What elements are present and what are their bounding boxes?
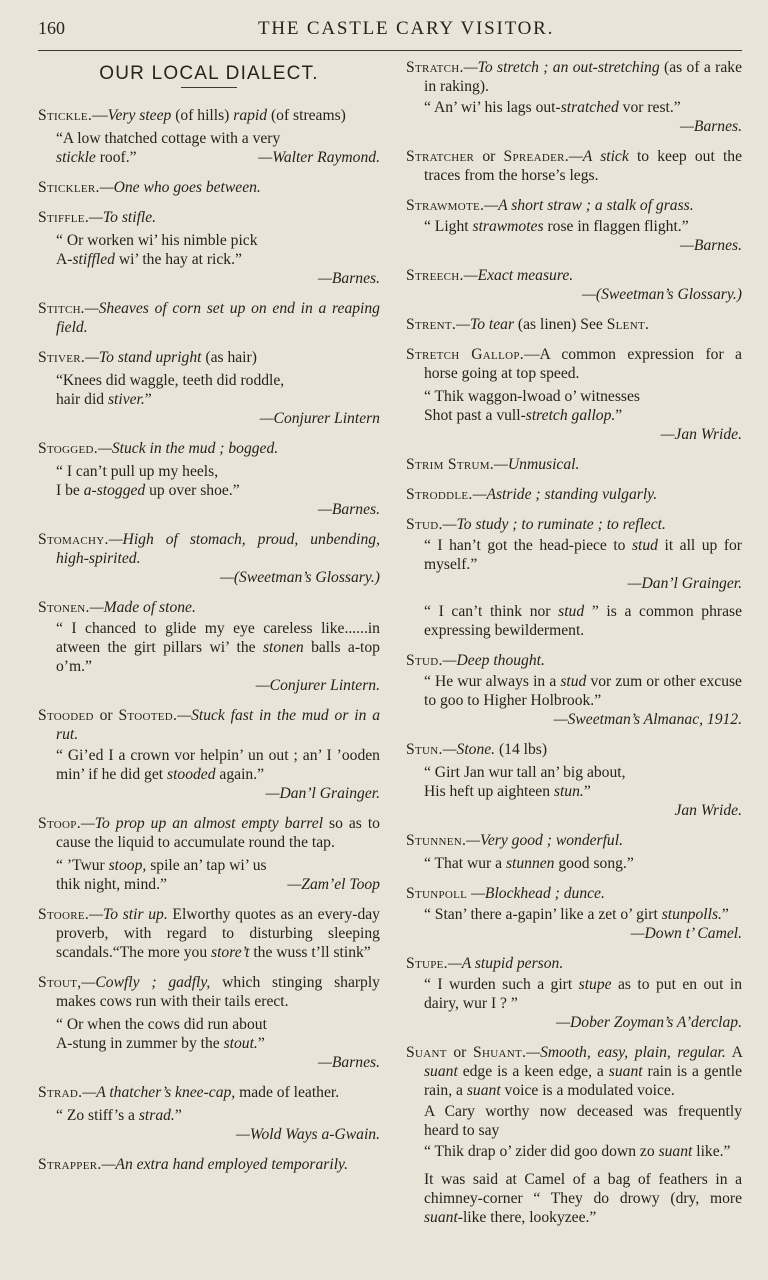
quote-line: ”: [721, 906, 729, 923]
quote-line: “A low thatched cottage with a very: [56, 130, 281, 147]
quote-line: roof.”: [95, 149, 137, 166]
quotation: [406, 536, 742, 574]
headword: Stickle.: [38, 107, 93, 124]
definition: —To prop up an almost empty barrel: [80, 815, 324, 832]
definition: (of streams): [267, 107, 346, 124]
definition: rain is a gentle rain, a: [423, 1063, 742, 1099]
quote-word: stoop,: [108, 857, 147, 874]
headword: Strent.: [405, 316, 457, 333]
headword: Strim Strum.: [405, 456, 495, 473]
entry-stickler: [38, 178, 380, 197]
usage-note: [406, 1170, 742, 1227]
entry-stun: [406, 740, 742, 820]
definition: (of hills): [171, 107, 234, 124]
headword: Stunnen.: [405, 832, 467, 849]
entry-stroddle: [406, 485, 742, 504]
headword: Strapper.: [38, 1156, 102, 1173]
headword: Stooted.: [118, 707, 178, 724]
entry-stoop: [38, 814, 380, 894]
header-rule: [38, 50, 742, 51]
entry-streech: [406, 266, 742, 304]
citation: —Barnes.: [318, 270, 380, 287]
definition: —Astride ; standing vulgarly.: [472, 486, 658, 503]
quote-line: “ Zo stiff’s a: [56, 1107, 139, 1124]
running-head: THE CASTLE CARY VISITOR.: [258, 18, 555, 39]
quote-word: strad.: [138, 1107, 175, 1124]
quote-line: A-stung in zummer by the: [56, 1035, 224, 1052]
definition: —Unmusical.: [494, 456, 580, 473]
definition: so as to cause the liquid to accumulate round the tap.: [56, 815, 380, 851]
entry-suant: [406, 1043, 742, 1227]
quote-line: hair did: [56, 391, 108, 408]
definition: —Blockhead ; dunce.: [467, 885, 605, 902]
headword: Stoore.: [38, 906, 90, 923]
definition: —To tear: [456, 316, 515, 333]
note-text: “ I can’t think nor: [423, 603, 559, 620]
quote-line: “ Or worken wi’ his nimble pick: [56, 232, 258, 249]
quote-line: rose in flaggen flight.”: [543, 218, 689, 235]
quote-line: “ Stan’ there a-gapin’ like a zet o’ girt: [423, 906, 662, 923]
page-header: [38, 14, 742, 48]
headword: Stretch Gallop.: [405, 346, 524, 363]
entry-stonen: [38, 598, 380, 695]
quote-line: it all up for myself.”: [423, 537, 743, 573]
headword: Stoop.: [38, 815, 81, 832]
quotation: [406, 217, 742, 236]
definition: made of leather.: [235, 1084, 340, 1101]
quote-line: wi’ the hay at rick.”: [114, 251, 242, 268]
quote-line: “ That wur a: [423, 855, 506, 872]
definition: (as hair): [201, 349, 257, 366]
cross-reference: Slent.: [606, 316, 650, 333]
definition: A: [725, 1044, 742, 1061]
quote-line: Shot past a vull-: [423, 407, 526, 424]
citation: Jan Wride.: [674, 802, 742, 819]
quote-line: “ Girt Jan wur tall an’ big about,: [423, 764, 626, 781]
quote-line: spile an’ tap wi’ us: [146, 857, 267, 874]
quote-line: “ Gi’ed I a crown vor helpin’ un out ; an’ I ’ooden min’ if he did get: [56, 747, 380, 783]
entry-stratch: [406, 58, 742, 136]
quote-line: vor zum or other excuse to goo to Higher Holbrook.”: [423, 673, 742, 709]
quote-word: suant: [423, 1209, 458, 1226]
right-column: [406, 58, 742, 1238]
usage-note: [406, 602, 742, 640]
citation: —Conjurer Lintern.: [255, 677, 380, 694]
quote-word: stooded: [167, 766, 216, 783]
headword: Stunpoll: [405, 885, 468, 902]
definition: (14 lbs): [495, 741, 548, 758]
definition: to keep out the traces from the horse’s legs.: [423, 148, 742, 184]
quote-line: ”: [583, 783, 591, 800]
quote-line: ”: [144, 391, 152, 408]
quote-word: suant: [423, 1063, 458, 1080]
headword: Strad.: [38, 1084, 83, 1101]
entry-strapper: [38, 1155, 380, 1174]
citation: —Zam’el Toop: [287, 876, 380, 893]
headword: Stroddle.: [405, 486, 473, 503]
definition: (as of a rake in raking).: [423, 59, 742, 95]
quote-line: “ Thik drap o’ zider did goo down zo: [423, 1143, 659, 1160]
citation: —Sweetman’s Almanac, 1912.: [553, 711, 742, 728]
definition: edge is a keen edge, a: [457, 1063, 609, 1080]
quotation: [38, 1106, 380, 1125]
entry-stoore: [38, 905, 380, 962]
usage-note: A Cary worthy now deceased was frequently heard to say: [423, 1103, 742, 1139]
entry-strad: [38, 1083, 380, 1144]
citation: —(Sweetman’s Glossary.): [220, 569, 380, 586]
headword: Stickler.: [38, 179, 100, 196]
quote-line: ”: [615, 407, 623, 424]
quote-line: again.”: [215, 766, 265, 783]
definition: —To stir up.: [89, 906, 168, 923]
headword: Stiver.: [38, 349, 86, 366]
citation: —Wold Ways a-Gwain.: [236, 1126, 380, 1143]
quotation: [38, 129, 380, 167]
definition: —A thatcher’s knee-cap,: [82, 1084, 236, 1101]
headword: Stonen.: [38, 599, 90, 616]
entry-stud-study: [406, 515, 742, 640]
quote-word: store’t: [211, 944, 250, 961]
quote-word: stupe: [578, 976, 612, 993]
note-text: It was said at Camel of a bag of feathers in a chimney-corner “ They do drowy (dry, more: [423, 1171, 742, 1207]
definition: —High of stomach, proud, unbending, high-spirited.: [56, 531, 380, 567]
quotation: [406, 975, 742, 1013]
definition: —Stuck in the mud ; bogged.: [98, 440, 279, 457]
headword: Stomachy.: [38, 531, 109, 548]
entry-stretch-gallop: [406, 345, 742, 444]
entry-stratcher: [406, 147, 742, 185]
definition: —One who goes between.: [99, 179, 261, 196]
headword: Stupe.: [405, 955, 448, 972]
entry-stiffle: [38, 208, 380, 288]
quote-line: up over shoe.”: [145, 482, 240, 499]
quote-word: strawmotes: [472, 218, 544, 235]
citation: —Walter Raymond.: [258, 149, 380, 166]
entry-stupe: [406, 954, 742, 1032]
definition: —Very good ; wonderful.: [466, 832, 623, 849]
citation: —Barnes.: [680, 237, 742, 254]
quote-line: “ Or when the cows did run about: [56, 1016, 267, 1033]
quote-line: “ Light: [423, 218, 473, 235]
quotation: [406, 98, 742, 117]
headword: Stout,: [38, 974, 82, 991]
quote-line: “ I chanced to glide my eye careless like......in atween the girt pillars wi’ the: [56, 620, 380, 656]
quote-line: “ ’Twur: [56, 857, 109, 874]
definition: .—Sheaves of corn set up on end in a reaping field.: [56, 300, 380, 336]
note-text: ” is a common phrase expressing bewilderment.: [423, 603, 742, 639]
headword: Stogged.: [38, 440, 98, 457]
entry-stogged: [38, 439, 380, 519]
definition: —Deep thought.: [442, 652, 545, 669]
entry-stiver: [38, 348, 380, 428]
entry-stickle: [38, 106, 380, 167]
quote-word: stud: [560, 673, 587, 690]
quote-word: stickle: [56, 149, 96, 166]
definition: —A short straw ; a stalk of grass.: [484, 197, 694, 214]
quotation: [406, 905, 742, 924]
quotation: [38, 619, 380, 676]
citation: —Barnes.: [318, 1054, 380, 1071]
definition: —To stand upright: [85, 349, 202, 366]
entry-strent: [406, 315, 742, 334]
entry-stitch: [38, 299, 380, 337]
citation: —Barnes.: [680, 118, 742, 135]
definition: —Made of stone.: [89, 599, 196, 616]
citation: —Dan’l Grainger.: [265, 785, 380, 802]
quote-word: stunpolls.: [661, 906, 722, 923]
entry-strim-strum: [406, 455, 742, 474]
quotation: [38, 1015, 380, 1053]
headword: Stratch.: [405, 59, 464, 76]
citation: —Dober Zoyman’s A’derclap.: [556, 1014, 742, 1031]
quote-word: stout.: [223, 1035, 258, 1052]
quote-line: balls a-top o’m.”: [56, 639, 380, 675]
quote-word: stretch gallop.: [525, 407, 616, 424]
quote-line: thik night, mind.”: [56, 876, 167, 893]
quote-line: as to put en out in dairy, wur I ? ”: [423, 976, 742, 1012]
quotation: [38, 371, 380, 409]
definition: —An extra hand employed temporarily.: [101, 1156, 348, 1173]
quote-word: stratched: [560, 99, 619, 116]
definition: —A common expression for a horse going at top speed.: [423, 346, 742, 382]
headword: Stud.: [405, 652, 443, 669]
entry-strawmote: [406, 196, 742, 255]
definition: —Stone.: [442, 741, 496, 758]
quotation: [406, 854, 742, 873]
definition: Elworthy quotes as an every-day proverb, with regard to disturbing sleeping scandals.“The more you: [56, 906, 380, 961]
quote-line: “ He wur always in a: [423, 673, 561, 690]
entry-stud-thought: [406, 651, 742, 729]
quote-line: good song.”: [554, 855, 634, 872]
definition: —To stifle.: [89, 209, 157, 226]
quotation: [406, 1142, 742, 1161]
quote-line: ”: [257, 1035, 265, 1052]
citation: —Dan’l Grainger.: [627, 575, 742, 592]
headword: Stud.: [405, 516, 443, 533]
entry-stout: [38, 973, 380, 1072]
conjunction: or: [93, 707, 119, 724]
headword: Stun.: [405, 741, 443, 758]
conjunction: or: [446, 1044, 474, 1061]
quote-word: stonen: [262, 639, 304, 656]
quotation: [406, 763, 742, 801]
headword: Suant: [405, 1044, 447, 1061]
quote-line: like.”: [692, 1143, 731, 1160]
quote-word: suant: [466, 1082, 501, 1099]
conjunction: or: [474, 148, 504, 165]
definition: the wuss t’ll stink”: [249, 944, 371, 961]
quotation: [406, 387, 742, 425]
citation: —Jan Wride.: [660, 426, 742, 443]
quote-line: “ I han’t got the head-piece to: [423, 537, 632, 554]
quotation: [38, 231, 380, 269]
quote-line: “ I can’t pull up my heels,: [56, 463, 219, 480]
headword: Stooded: [38, 707, 94, 724]
quote-word: stunnen: [505, 855, 555, 872]
quote-line: “Knees did waggle, teeth did roddle,: [56, 372, 285, 389]
definition: (as linen) See: [514, 316, 607, 333]
quote-line: vor rest.”: [618, 99, 681, 116]
note-text: -like there, lookyzee.”: [457, 1209, 597, 1226]
quote-line: I be: [56, 482, 84, 499]
definition: —A stick: [568, 148, 629, 165]
headword: Strawmote.: [405, 197, 485, 214]
citation: —Barnes.: [318, 501, 380, 518]
quote-line: ”: [174, 1107, 182, 1124]
headword: Spreader.: [503, 148, 569, 165]
quote-word: stud: [558, 603, 585, 620]
definition: —A stupid person.: [447, 955, 564, 972]
quote-word: suant: [658, 1143, 693, 1160]
entry-stunnen: [406, 831, 742, 873]
definition: rapid: [233, 107, 268, 124]
quote-word: stun.: [553, 783, 584, 800]
quote-line: “ I wurden such a girt: [423, 976, 579, 993]
headword: Stitch: [38, 300, 81, 317]
definition: voice is a modulated voice.: [500, 1082, 675, 1099]
dash: —: [92, 107, 108, 124]
quote-word: stiffled: [72, 251, 115, 268]
definition: —Cowfly ; gadfly,: [81, 974, 211, 991]
entry-stunpoll: [406, 884, 742, 943]
definition: which stinging sharply makes cows run with their tails erect.: [56, 974, 380, 1010]
quote-line: His heft up aighteen: [423, 783, 554, 800]
quote-word: a-stogged: [83, 482, 146, 499]
headword: Stiffle.: [38, 209, 90, 226]
entry-stooded: [38, 706, 380, 803]
quotation: [38, 856, 380, 894]
quotation: [406, 672, 742, 710]
quote-word: stiver.: [107, 391, 145, 408]
quotation: [38, 746, 380, 784]
definition: —Stuck fast in the mud or in a rut.: [56, 707, 380, 743]
headword: Stratcher: [405, 148, 475, 165]
headword: Shuant.: [473, 1044, 527, 1061]
definition: —To stretch ; an out-stretching: [463, 59, 660, 76]
citation: —Down t’ Camel.: [630, 925, 742, 942]
section-title: OUR LOCAL DIALECT.: [99, 63, 319, 84]
definition: —Smooth, easy, plain, regular.: [526, 1044, 726, 1061]
quote-line: A-: [56, 251, 73, 268]
quote-word: stud: [631, 537, 658, 554]
headword: Streech.: [405, 267, 464, 284]
definition: —Exact measure.: [463, 267, 574, 284]
quote-line: “ An’ wi’ his lags out-: [423, 99, 561, 116]
quote-line: “ Thik waggon-lwoad o’ witnesses: [423, 388, 640, 405]
entry-stomachy: [38, 530, 380, 587]
quotation: [38, 462, 380, 500]
citation: —Conjurer Lintern: [259, 410, 380, 427]
citation: —(Sweetman’s Glossary.): [582, 286, 742, 303]
definition: —To study ; to ruminate ; to reflect.: [442, 516, 666, 533]
quote-word: suant: [608, 1063, 643, 1080]
left-column: [38, 58, 380, 1238]
page-number: 160: [38, 18, 65, 38]
title-rule: [181, 87, 237, 88]
definition: Very steep: [107, 107, 172, 124]
